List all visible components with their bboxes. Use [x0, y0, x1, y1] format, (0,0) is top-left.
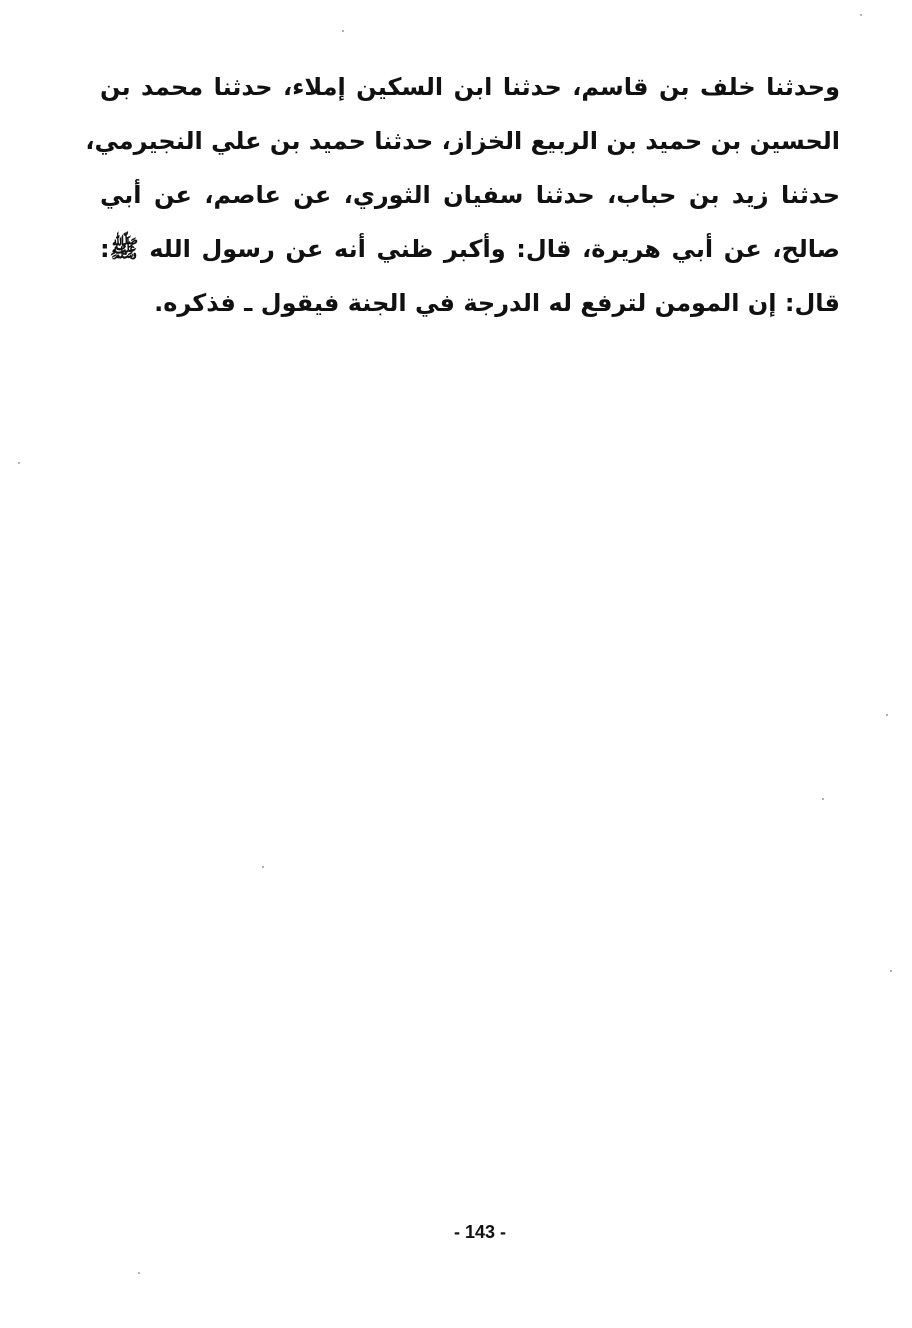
- scan-speck: [138, 1272, 140, 1274]
- scan-speck: [262, 866, 264, 868]
- scan-speck: [886, 714, 888, 716]
- text-line-5: قال: إن المومن لترفع له الدرجة في الجنة فيقول ـ فذكره.: [154, 289, 840, 317]
- scan-speck: [822, 798, 824, 800]
- text-line-4: صالح، عن أبي هريرة، قال: وأكبر ظني أنه عن رسول الله ﷺ:: [100, 235, 840, 263]
- scan-speck: [890, 970, 892, 972]
- hadith-paragraph: [85, 60, 840, 330]
- text-line-3: حدثنا زيد بن حباب، حدثنا سفيان الثوري، عن عاصم، عن أبي: [100, 181, 840, 209]
- text-line-2: الحسين بن حميد بن الربيع الخزاز، حدثنا حميد بن علي النجيرمي،: [85, 127, 840, 155]
- scan-speck: [860, 14, 862, 16]
- scan-speck: [18, 462, 20, 464]
- text-line-1: وحدثنا خلف بن قاسم، حدثنا ابن السكين إملاء، حدثنا محمد بن: [100, 73, 840, 101]
- scan-speck: [342, 30, 344, 32]
- page-number: - 143 -: [453, 1222, 507, 1242]
